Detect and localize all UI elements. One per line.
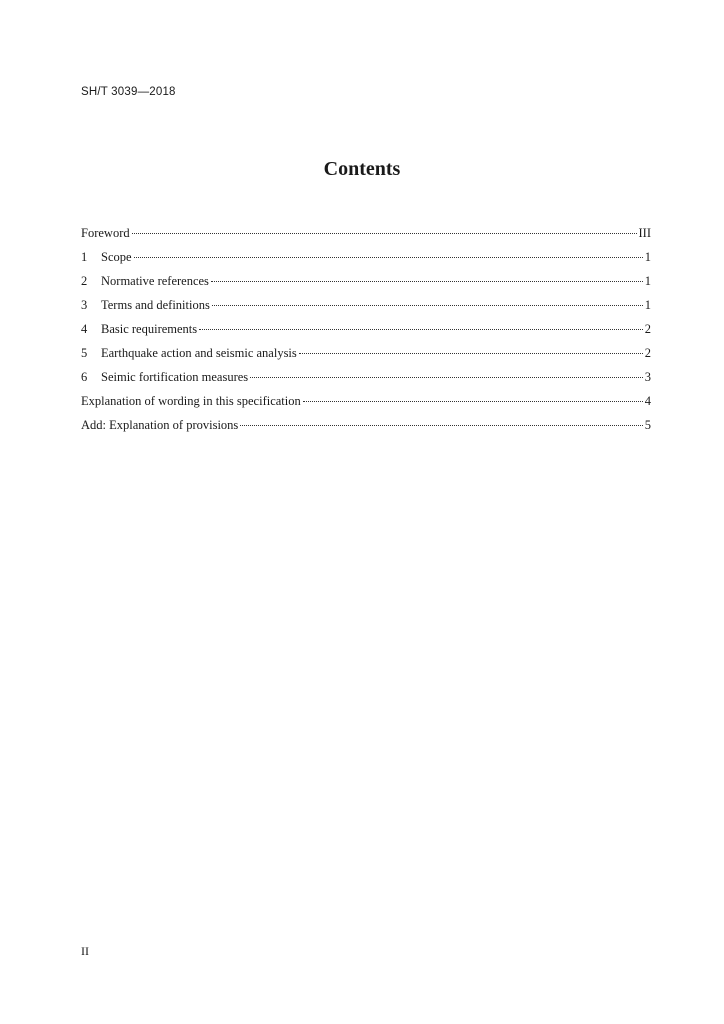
toc-entry-number: 6 [81,370,88,384]
toc-entry-page: 5 [644,418,651,432]
toc-entry-page: 3 [644,370,651,384]
toc-entry-page: 2 [644,346,651,360]
toc-entry-number: 4 [81,322,88,336]
toc-entry-title: Foreword [81,226,130,240]
toc-entry-explanation-of-provisions[interactable] [81,418,651,442]
page-title: Contents [323,158,401,180]
dot-leader [134,257,643,258]
table-of-contents [81,226,651,442]
toc-entry-title: Basic requirements [101,322,198,336]
toc-entry-normative-references[interactable] [81,274,651,298]
toc-entry-earthquake-action[interactable] [81,346,651,370]
toc-entry-number: 3 [81,298,88,312]
toc-entry-scope[interactable] [81,250,651,274]
dot-leader [212,305,643,306]
dot-leader [303,401,643,402]
toc-entry-title: Scope [101,250,132,264]
dot-leader [299,353,643,354]
dot-leader [211,281,643,282]
document-code: SH/T 3039—2018 [81,86,176,98]
dot-leader [132,233,637,234]
toc-entry-title: Earthquake action and seismic analysis [101,346,297,360]
toc-entry-title: Normative references [101,274,209,288]
toc-entry-page: III [638,226,651,240]
toc-entry-title: Seimic fortification measures [101,370,249,384]
toc-entry-title: Explanation of wording in this specification [81,394,301,408]
toc-entry-page: 2 [644,322,651,336]
toc-entry-number: 2 [81,274,88,288]
toc-entry-page: 1 [644,274,651,288]
toc-entry-page: 1 [644,250,651,264]
dot-leader [250,377,643,378]
toc-entry-title: Terms and definitions [101,298,210,312]
toc-entry-page: 4 [644,394,651,408]
toc-entry-seismic-fortification[interactable] [81,370,651,394]
toc-entry-page: 1 [644,298,651,312]
toc-entry-terms-and-definitions[interactable] [81,298,651,322]
toc-entry-foreword[interactable] [81,226,651,250]
toc-entry-number: 5 [81,346,88,360]
dot-leader [199,329,643,330]
toc-entry-explanation-of-wording[interactable] [81,394,651,418]
page-number: II [81,944,89,958]
toc-entry-title: Add: Explanation of provisions [81,418,239,432]
toc-entry-basic-requirements[interactable] [81,322,651,346]
toc-entry-number: 1 [81,250,88,264]
dot-leader [240,425,642,426]
